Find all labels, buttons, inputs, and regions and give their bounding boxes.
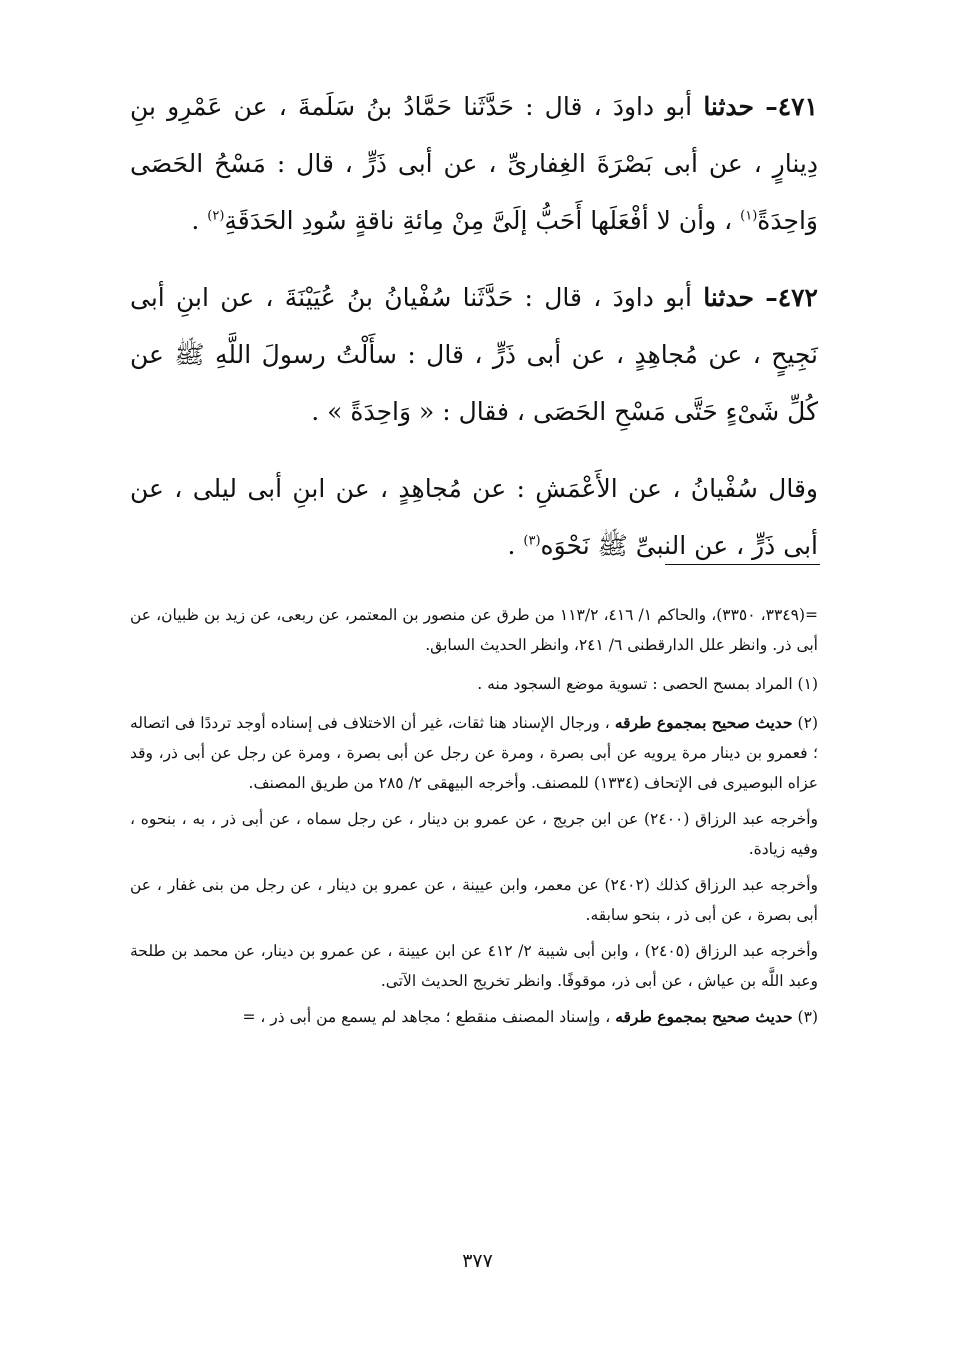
page-number: ٣٧٧ — [462, 1250, 493, 1272]
hadith-471 — [130, 78, 818, 249]
footnote-2 — [130, 708, 818, 798]
footnote-3-verdict: حديث صحيح بمجموع طرقه — [615, 1007, 793, 1026]
hadith-lead-word: حدثنا — [703, 283, 754, 312]
hadith-text: أبو داودَ ، قال : حَدَّثَنا سُفْيانُ بنُ عُيَيْنَةَ ، عن ابنِ أبى نَجِيحٍ ، عن مُجاهِدٍ ، عن أبى ذَرٍّ ، قال : سأَلْتُ رسولَ اللَّهِ ﷺ عن كُلِّ شَىْءٍ حَتَّى مَسْحِ الحَصَى ، فقال : « وَاحِدَةً » . — [130, 283, 818, 426]
footnote-continuation: =(٣٣٤٩، ٣٣٥٠)، والحاكم ١/ ٤١٦، ١١٣/٢ من طرق عن منصور بن المعتمر، عن ربعى، عن زيد بن ظبيان، عن أبى ذر. وانظر علل الدارقطنى ٦/ ٢٤١، وانظر الحديث السابق. — [130, 606, 818, 654]
footnote-2-label: (٢) — [797, 714, 818, 732]
footnote-separator — [665, 564, 820, 565]
hadith-472-variant — [130, 460, 818, 574]
footnote-marker-1[interactable]: (١) — [740, 208, 758, 224]
footnote-marker-2[interactable]: (٢) — [207, 208, 225, 224]
footnote-3-text: ، وإسناد المصنف منقطع ؛ مجاهد لم يسمع من أبى ذر ، = — [242, 1008, 611, 1026]
footnote-2-para-1: وأخرجه عبد الرزاق (٢٤٠٠) عن ابن جريج ، عن عمرو بن دينار ، عن رجل سماه ، عن أبى ذر ، به ، بنحوه ، وفيه زيادة. — [130, 810, 818, 858]
hadith-472 — [130, 269, 818, 440]
hadith-text: وقال سُفْيانُ ، عن الأَعْمَشِ : عن مُجاهِدٍ ، عن ابنِ أبى ليلى ، عن أبى ذَرٍّ ، عن النبىِّ ﷺ نَحْوَه — [130, 474, 818, 560]
hadith-ending: . — [507, 531, 516, 560]
footnote-3-label: (٣) — [797, 1008, 818, 1026]
footnote-3 — [130, 1002, 818, 1032]
footnote-2-verdict: حديث صحيح بمجموع طرقه — [614, 713, 793, 732]
main-text — [130, 78, 818, 594]
footnote-2-para-2: وأخرجه عبد الرزاق كذلك (٢٤٠٢) عن معمر، وابن عيينة ، عن عمرو بن دينار ، عن رجل من بنى غفار ، عن أبى بصرة ، عن أبى ذر ، بنحو سابقه. — [130, 876, 818, 924]
hadith-lead-word: حدثنا — [703, 92, 755, 121]
footnote-marker-3[interactable]: (٣) — [523, 533, 541, 549]
footnotes — [130, 600, 818, 1041]
hadith-number: ٤٧٢– — [765, 283, 818, 312]
footnote-2-text: ، ورجال الإسناد هنا ثقات، غير أن الاختلاف فى إسناده أوجد ترددًا فى اتصاله ؛ فعمرو بن دينار مرة يرويه عن أبى بصرة ، ومرة عن رجل عن أبى بصرة ، ومرة عن رجل عن أبى ذر، وقد عزاه البوصيرى فى الإتحاف (١٣٣٤) للمصنف. وأخرجه البيهقى ٢/ ٢٨٥ من طريق المصنف. — [130, 714, 818, 792]
footnote-1: (١) المراد بمسح الحصى : تسوية موضع السجود منه . — [477, 675, 818, 693]
hadith-ending: . — [191, 206, 200, 235]
footnote-2-para-3: وأخرجه عبد الرزاق (٢٤٠٥) ، وابن أبى شيبة ٢/ ٤١٢ عن ابن عيينة ، عن عمرو بن دينار، عن محمد بن طلحة وعبد اللَّه بن عياش ، عن أبى ذر، موقوفًا. وانظر تخريج الحديث الآتى. — [130, 942, 819, 990]
hadith-text: أبو داودَ ، قال : حَدَّثَنا حَمَّادُ بنُ سَلَمةَ ، عن عَمْرِو بنِ دِينارٍ ، عن أبى بَصْرَةَ الغِفارىِّ ، عن أبى ذَرٍّ ، قال : مَسْحُ الحَصَى وَاحِدَةً — [130, 92, 818, 235]
hadith-number: ٤٧١– — [765, 92, 818, 121]
hadith-text: ، وأن لا أفْعَلَها أَحَبُّ إلَىَّ مِنْ مِائةِ ناقةٍ سُودِ الحَدَقَةِ — [224, 206, 733, 235]
